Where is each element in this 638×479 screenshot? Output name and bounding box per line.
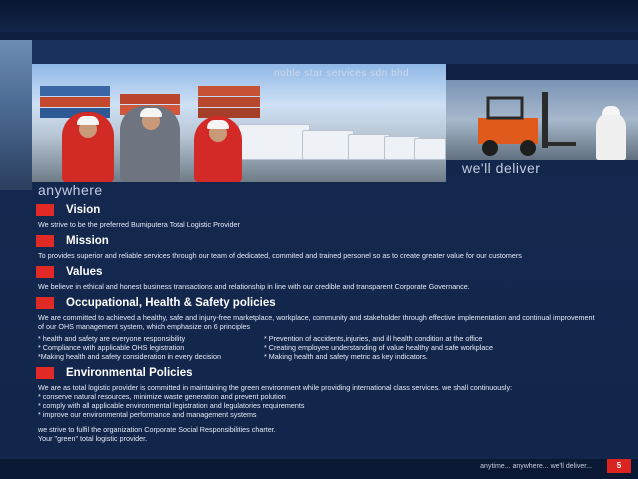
env-heading bbox=[36, 364, 596, 382]
truck bbox=[238, 124, 310, 160]
env-list bbox=[38, 392, 596, 419]
ohs-heading bbox=[36, 294, 596, 312]
values-heading bbox=[36, 263, 596, 281]
container-red bbox=[120, 94, 180, 104]
list-item: * Compliance with applicable OHS legistration bbox=[38, 343, 185, 352]
list-item: *Making health and safety consideration in every decision bbox=[38, 352, 221, 361]
section-title: Occupational, Health & Safety policies bbox=[66, 297, 276, 309]
photo-port-crane bbox=[0, 40, 32, 190]
top-bar bbox=[0, 0, 638, 32]
list-item: * Prevention of accidents,injuries, and ill health condition at the office bbox=[264, 334, 483, 343]
company-name: noble star services sdn bhd bbox=[274, 68, 410, 79]
page-number-badge: 5 bbox=[607, 459, 631, 473]
footer-tagline: anytime... anywhere... we'll deliver... bbox=[480, 463, 592, 470]
container-red bbox=[198, 108, 260, 118]
mission-heading bbox=[36, 232, 596, 250]
photo-forklift bbox=[446, 80, 638, 160]
container-red bbox=[198, 86, 260, 96]
red-square-icon bbox=[36, 297, 54, 309]
section-title: Mission bbox=[66, 235, 109, 247]
red-square-icon bbox=[36, 367, 54, 379]
forklift-icon bbox=[458, 92, 578, 156]
list-item: * health and safety are everyone responsibility bbox=[38, 334, 186, 343]
safety-helmet-icon bbox=[140, 108, 162, 117]
section-title: Vision bbox=[66, 204, 101, 216]
red-square-icon bbox=[36, 266, 54, 278]
safety-helmet-icon bbox=[77, 116, 99, 125]
list-item: * improve our environmental performance and management systems bbox=[38, 410, 257, 419]
list-item: * Creating employee understanding of value healthy and safe workplace bbox=[264, 343, 493, 352]
container-red bbox=[40, 97, 110, 107]
safety-helmet-icon bbox=[602, 106, 620, 115]
list-item: * conserve natural resources, minimize waste generation and prevent polution bbox=[38, 392, 286, 401]
container-red bbox=[198, 97, 260, 107]
section-title: Environmental Policies bbox=[66, 367, 193, 379]
red-square-icon bbox=[36, 235, 54, 247]
worker-white-shirt bbox=[596, 112, 626, 160]
truck bbox=[414, 138, 446, 160]
values-text: We believe in ethical and honest business transactions and relationship in line with our credible and transparent Corporate Governance. bbox=[38, 282, 470, 291]
content-area bbox=[36, 201, 596, 446]
slogan-deliver: we'll deliver bbox=[462, 160, 541, 176]
vision-heading bbox=[36, 201, 596, 219]
slogan-anywhere: anywhere bbox=[38, 182, 103, 198]
red-square-icon bbox=[36, 204, 54, 216]
safety-helmet-icon bbox=[207, 120, 229, 129]
env-text: We are as total logistic provider is committed in maintaining the green environment while providing international class services. we shall continuously: bbox=[38, 383, 513, 392]
photo-team-trucks bbox=[32, 64, 446, 182]
env-closing-1: we strive to fulfil the organization Corporate Social Responsibilities charter. bbox=[38, 425, 276, 434]
section-title: Values bbox=[66, 266, 103, 278]
list-item: * comply with all applicable environmental legistration and legulatories requirements bbox=[38, 401, 305, 410]
ohs-principles bbox=[38, 334, 596, 361]
vision-text: We strive to be the preferred Bumiputera Total Logistic Provider bbox=[38, 220, 240, 229]
list-item: * Making health and safety metric as key indicators. bbox=[264, 352, 428, 361]
banner-strip bbox=[0, 40, 638, 64]
truck bbox=[302, 130, 354, 160]
env-closing-2: Your "green" total logistic provider. bbox=[38, 434, 148, 443]
ohs-text: We are committed to achieved a healthy, safe and injury-free marketplace, workplace, community and stakeholder through effective implementation and continual improvement of our OHS management system, which emphasize on 6 principles bbox=[38, 313, 595, 331]
mission-text: To provides superior and reliable services through our team of dedicated, commited and trained personel so as to create greater value for our customers bbox=[38, 251, 522, 260]
container-blue bbox=[40, 86, 110, 96]
